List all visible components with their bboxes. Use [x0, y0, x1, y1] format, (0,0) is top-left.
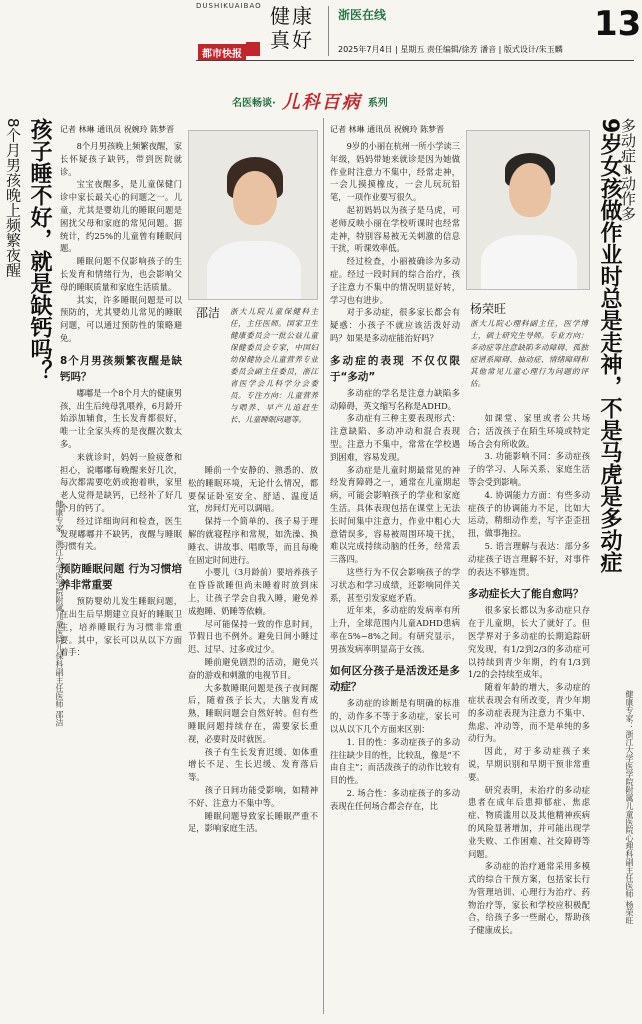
doctor-bio-shao: 浙大儿院儿童保健科主任，主任医师。国家卫生健康委员会一批公益儿童保健委员会专家，中国妇幼保健协会儿童营养专业委员会副主任委员，浙江省医学会儿科学分会委员。专注方向：儿童营养与喂养、早产儿追赶生长、儿童睡眠问题等。 — [230, 307, 318, 424]
paper-name-en: DUSHIKUAIBAO — [196, 2, 262, 10]
section-heading: 预防睡眠问题 行为习惯培养非常重要 — [60, 563, 182, 592]
left-column-1: 8个月男孩晚上频繁夜醒，家长怀疑孩子缺钙，带到医院就诊。 宝宝夜醒多，是儿童保健门诊中家长最关心的问题之一。儿童，尤其是婴幼儿的睡眠问题是困扰父母和家庭的常见问题。据统计，约25%的儿童曾有睡眠问题。 睡眠问题不仅影响孩子的生长发育和情绪行为，也会影响父母的睡眠质量和家庭生活质量。 其实，许多睡眠问题是可以预防的，尤其婴幼儿常见的睡眠问题，可以通过预防性的策略避免。 8个月男孩频繁夜醒是缺钙吗？ 嘟嘟是一个8个月大的健康男孩，出生后纯母乳喂养，6月龄开始添加辅食，生长发育都很好，唯一让全家头疼的是夜醒次数太多。 来就诊时，妈妈一脸疲惫和担心，说嘟嘟每晚醒来好几次，每次都需要吃奶或抱着哄，家里老人觉得是缺钙，已经补了好几个月的钙了。 经过详细询问和检查，医生发现嘟嘟并不缺钙，夜醒与睡眠习惯有关。 预防睡眠问题 行为习惯培养非常重要 预防婴幼儿发生睡眠问题，在出生后早期建立良好的睡眠卫生，培养睡眠行为习惯非常重要。其中，家长可以从以下方面着手： — [60, 141, 182, 658]
page-number: 13 — [594, 4, 642, 44]
section-heading: 多动症的表现 不仅仅限于“多动” — [330, 354, 460, 383]
doctor-photo-yang — [466, 130, 590, 290]
series-banner: 名医畅谈· 儿科百病 系列 — [232, 88, 388, 114]
doctor-name-shao: 邵洁 — [196, 306, 221, 320]
paper-name-cn: 都市快报 — [198, 44, 246, 61]
header-rule — [196, 60, 634, 61]
series-calligraphy: 儿科百病 — [281, 92, 362, 113]
masthead — [0, 0, 642, 62]
section-heading: 如何区分孩子是活泼还是多动症？ — [330, 665, 460, 694]
paper-logo-icon — [246, 42, 260, 56]
doctor-photo-shao — [188, 130, 318, 300]
right-column-2: 如课堂、家里或者公共场合；活泼孩子在陌生环境或特定场合会有所收敛。 3. 功能影响不同：多动症孩子的学习、人际关系、家庭生活等会受到影响。 4. 协调能力方面：有些多动症孩子的协调能力不足，比如大运动，精细动作差，写字歪歪扭扭，做事拖拉。 5. 语言理解与表达：部分多动症孩子语言理解不好，对事件的表达不够连贯。 多动症长大了能自愈吗？ 很多家长都以为多动症只存在于儿童期，长大了就好了。但医学界对于多动症的长期追踪研究发现，有1/2到2/3的多动症可以持续到青少年期，约有1/3到1/2的会持续至成年。 随着年龄的增大，多动症的症状表现会有所改变，青少年期的多动症表现为注意力不集中、焦虑、冲动等，而不是单纯的多动行为。 因此，对于多动症孩子来说，早期识别和早期干预非常重要。 研究表明，未治疗的多动症患者在成年后患抑郁症、焦虑症、物质滥用以及其他精神疾病的风险显著增加，并可能出现学业失败、工作困难、社交障碍等问题。 多动症的治疗通常采用多模式的综合干预方案，包括家长行为管理培训、心理行为治疗、药物治疗等，家长和学校应积极配合，给孩子多一些耐心，帮助孩子健康成长。 — [468, 413, 590, 936]
left-expert-note: 健康专家：浙江大学医学院附属儿童医院儿保科副主任医师 邵洁 — [55, 500, 64, 727]
date-editor-line: 2025年7月4日 | 星期五 责任编辑/徐芳 潘音 | 版式设计/朱玉麟 — [338, 45, 563, 54]
channel-label: 浙医在线 — [338, 8, 387, 22]
right-expert-note: 健康专家：浙江大学医学院附属儿童医院心理科副主任医师 杨荣旺 — [625, 690, 634, 925]
doctor-name-yang: 杨荣旺 — [470, 302, 507, 316]
left-headline: 孩子睡不好，就是缺钙吗？ — [27, 118, 52, 382]
right-byline: 记者 林琳 通讯员 祝婉玲 陈梦晋 — [330, 125, 445, 134]
right-subhead: 多动症≠动作多 — [619, 118, 637, 221]
doctor-bio-yang: 浙大儿院心理科副主任，医学博士，硕士研究生导师。专业方向：多动症等注意缺陷多动障碍、孤独症谱系障碍、抽动症、情绪障碍和其他常见儿童心理行为问题的评估。 — [470, 319, 588, 388]
left-column-2: 睡前一个安静的、熟悉的、放松的睡眠环境，无论什么情况，都要保证卧室安全、舒适、温度适宜，房间灯光可以调暗。 保持一个简单的、孩子易于理解的就寝程序和常规，如洗澡、换睡衣、讲故事、唱歌等，而且每晚在固定时间进行。 小婴儿（3月龄前）要培养孩子在昏昏欲睡但尚未睡着时放到床上，让孩子学会自我入睡，避免养成抱睡、奶睡等依赖。 尽可能保持一致的作息时间，节假日也不例外。避免日间小睡过迟、过早、过多或过少。 睡前避免剧烈的活动，避免兴奋的游戏和刺激的电视节目。 大多数睡眠问题是孩子夜间醒后，随着孩子长大，大脑发育成熟，睡眠问题会自然好转。但有些睡眠问题持续存在，需要家长重视，必要时及时就医。 孩子有生长发育迟缓、如体重增长不足、生长迟缓、发育落后等。 孩子日间功能受影响，如精神不好、注意力不集中等。 睡眠问题导致家长睡眠严重不足，影响家庭生活。 — [188, 465, 318, 834]
left-byline: 记者 林琳 通讯员 祝婉玲 陈梦晋 — [60, 125, 175, 134]
story-divider — [323, 118, 324, 1014]
left-subhead: 8个月男孩晚上频繁夜醒 — [4, 118, 22, 278]
section-heading: 多动症长大了能自愈吗？ — [468, 588, 584, 601]
section-title: 健康 真好 — [270, 4, 314, 52]
section-heading: 8个月男孩频繁夜醒是缺钙吗？ — [60, 354, 182, 383]
right-column-1: 9岁的小丽在杭州一所小学读三年级，妈妈带她来就诊是因为她做作业时注意力不集中，经常走神，一会儿摸摸橡皮，一会儿玩玩铅笔，一项作业要写很久。 起初妈妈以为孩子是马虎，可老师反映小丽在学校听课时也经常走神，特别容易被无关刺激的信息干扰，听课效率低。 经过检查，小丽被确诊为多动症。经过一段时间的综合治疗，孩子注意力不集中的情况明显好转，学习也有进步。 对于多动症，很多家长都会有疑惑：小孩子不就应该活泼好动吗？如果是多动症能治好吗？ 多动症的表现 不仅仅限于“多动” 多动症的学名是注意力缺陷多动障碍，英文缩写名称是ADHD。 多动症有三种主要表现形式：注意缺陷、多动冲动和混合表现型。注意力不集中，常常在学校遇到困难，容易发现。 多动症是儿童时期最常见的神经发育障碍之一，通常在儿童期起病，可能会影响孩子的学业和家庭生活。具体表现包括在课堂上无法长时间集中注意力，作业中粗心大意错误多，容易被周围环境干扰，难以完成持续动脑的任务，经常丢三落四。 这些行为不仅会影响孩子的学习状态和学习成绩，还影响同伴关系，甚至引发家庭矛盾。 近年来，多动症的发病率有所上升，全球范围内儿童ADHD患病率在5%~8%之间。有研究显示，男孩发病率明显高于女孩。 如何区分孩子是活泼还是多动症？ 多动症的诊断是有明确的标准的，动作多不等于多动症，家长可以从以下几个方面来区别： 1. 目的性：多动症孩子的多动往往缺少目的性，比较乱，像是“不由自主”；而活泼孩子的动作比较有目的性。 2. 场合性：多动症孩子的多动表现在任何场合都会存在，比 — [330, 141, 460, 811]
right-headline: 9岁女孩做作业时总是走神，不是马虎是多动症 — [597, 118, 622, 574]
header-divider — [328, 6, 329, 56]
